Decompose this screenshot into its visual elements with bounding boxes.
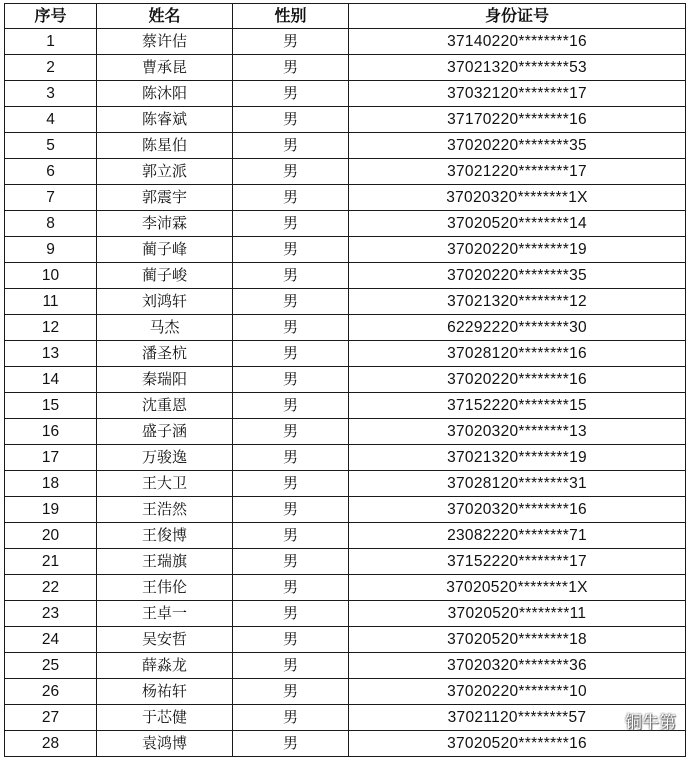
- table-row: [5, 471, 686, 497]
- cell-id-number: 37140220********16: [349, 29, 686, 55]
- cell-id-number: 37021320********12: [349, 289, 686, 315]
- watermark: [601, 708, 676, 733]
- cell-seq: 7: [5, 185, 97, 211]
- table-row: [5, 419, 686, 445]
- table-row: [5, 653, 686, 679]
- cell-gender: 男: [233, 29, 349, 55]
- cell-seq: 11: [5, 289, 97, 315]
- cell-seq: 26: [5, 679, 97, 705]
- table-row: [5, 679, 686, 705]
- cell-name: 秦瑞阳: [97, 367, 233, 393]
- cell-seq: 15: [5, 393, 97, 419]
- header-gender: 性别: [233, 4, 349, 29]
- table-row: [5, 627, 686, 653]
- cell-gender: 男: [233, 679, 349, 705]
- cell-name: 王浩然: [97, 497, 233, 523]
- cell-gender: 男: [233, 367, 349, 393]
- cell-name: 刘鸿轩: [97, 289, 233, 315]
- table-row: [5, 289, 686, 315]
- table-row: [5, 159, 686, 185]
- cell-id-number: 37020320********36: [349, 653, 686, 679]
- cell-name: 薛淼龙: [97, 653, 233, 679]
- table-row: [5, 549, 686, 575]
- table-row: [5, 705, 686, 731]
- cell-id-number: 37020520********1X: [349, 575, 686, 601]
- cell-name: 郭立派: [97, 159, 233, 185]
- cell-name: 王卓一: [97, 601, 233, 627]
- cell-gender: 男: [233, 211, 349, 237]
- table-row: [5, 263, 686, 289]
- cell-name: 王伟伦: [97, 575, 233, 601]
- cell-seq: 12: [5, 315, 97, 341]
- header-id-number: 身份证号: [349, 4, 686, 29]
- cell-name: 陈星伯: [97, 133, 233, 159]
- cell-gender: 男: [233, 523, 349, 549]
- cell-name: 潘圣杭: [97, 341, 233, 367]
- cell-name: 蔺子峻: [97, 263, 233, 289]
- cell-name: 曹承昆: [97, 55, 233, 81]
- cell-name: 王俊博: [97, 523, 233, 549]
- cell-seq: 3: [5, 81, 97, 107]
- cell-gender: 男: [233, 237, 349, 263]
- table-row: [5, 211, 686, 237]
- cell-id-number: 37020320********1X: [349, 185, 686, 211]
- table-row: [5, 185, 686, 211]
- cell-seq: 18: [5, 471, 97, 497]
- cell-seq: 24: [5, 627, 97, 653]
- cell-name: 王大卫: [97, 471, 233, 497]
- cell-gender: 男: [233, 263, 349, 289]
- cell-seq: 10: [5, 263, 97, 289]
- cell-id-number: 37028120********31: [349, 471, 686, 497]
- cell-seq: 14: [5, 367, 97, 393]
- cell-seq: 8: [5, 211, 97, 237]
- cell-gender: 男: [233, 653, 349, 679]
- cell-gender: 男: [233, 81, 349, 107]
- cell-gender: 男: [233, 341, 349, 367]
- cell-id-number: 37152220********17: [349, 549, 686, 575]
- cell-name: 马杰: [97, 315, 233, 341]
- table-row: [5, 81, 686, 107]
- cell-gender: 男: [233, 185, 349, 211]
- cell-id-number: 37020520********18: [349, 627, 686, 653]
- table-row: [5, 445, 686, 471]
- cell-id-number: 37152220********15: [349, 393, 686, 419]
- table-row: [5, 315, 686, 341]
- cell-gender: 男: [233, 549, 349, 575]
- table-row: [5, 731, 686, 757]
- cell-seq: 25: [5, 653, 97, 679]
- cell-id-number: 37020320********16: [349, 497, 686, 523]
- cell-name: 吴安哲: [97, 627, 233, 653]
- cell-name: 于芯健: [97, 705, 233, 731]
- cell-id-number: 37020220********19: [349, 237, 686, 263]
- cell-name: 郭震宇: [97, 185, 233, 211]
- table-row: [5, 367, 686, 393]
- cell-seq: 28: [5, 731, 97, 757]
- cell-seq: 27: [5, 705, 97, 731]
- header-seq: 序号: [5, 4, 97, 29]
- cell-seq: 6: [5, 159, 97, 185]
- header-row: [5, 4, 686, 29]
- table-row: [5, 133, 686, 159]
- cell-name: 袁鸿博: [97, 731, 233, 757]
- cell-name: 蔺子峰: [97, 237, 233, 263]
- cell-id-number: 37021320********53: [349, 55, 686, 81]
- cell-seq: 9: [5, 237, 97, 263]
- cell-id-number: 37170220********16: [349, 107, 686, 133]
- cell-seq: 19: [5, 497, 97, 523]
- table-row: [5, 237, 686, 263]
- cell-id-number: 37020320********13: [349, 419, 686, 445]
- cell-id-number: 37020220********35: [349, 133, 686, 159]
- watermark-text: 铜牛第: [625, 713, 676, 733]
- table-row: [5, 497, 686, 523]
- cell-gender: 男: [233, 289, 349, 315]
- table-row: [5, 341, 686, 367]
- cell-name: 陈沐阳: [97, 81, 233, 107]
- cell-gender: 男: [233, 575, 349, 601]
- cell-seq: 22: [5, 575, 97, 601]
- cell-seq: 2: [5, 55, 97, 81]
- cell-gender: 男: [233, 601, 349, 627]
- table-row: [5, 55, 686, 81]
- cell-id-number: 37020520********11: [349, 601, 686, 627]
- cell-name: 陈睿斌: [97, 107, 233, 133]
- cell-id-number: 23082220********71: [349, 523, 686, 549]
- table-row: [5, 29, 686, 55]
- cell-seq: 17: [5, 445, 97, 471]
- cell-seq: 5: [5, 133, 97, 159]
- cell-id-number: 37020220********10: [349, 679, 686, 705]
- cell-id-number: 37020520********14: [349, 211, 686, 237]
- header-name: 姓名: [97, 4, 233, 29]
- cell-id-number: 37021120********57: [349, 705, 686, 731]
- cell-gender: 男: [233, 55, 349, 81]
- cell-id-number: 37032120********17: [349, 81, 686, 107]
- cell-gender: 男: [233, 445, 349, 471]
- table-header: [5, 4, 686, 29]
- cell-name: 沈重恩: [97, 393, 233, 419]
- cell-id-number: 37020220********16: [349, 367, 686, 393]
- table-row: [5, 393, 686, 419]
- table-body: [5, 29, 686, 757]
- cell-seq: 4: [5, 107, 97, 133]
- cell-id-number: 37021320********19: [349, 445, 686, 471]
- cell-gender: 男: [233, 497, 349, 523]
- cell-gender: 男: [233, 159, 349, 185]
- cell-name: 李沛霖: [97, 211, 233, 237]
- cell-gender: 男: [233, 419, 349, 445]
- cell-gender: 男: [233, 133, 349, 159]
- cell-id-number: 37020220********35: [349, 263, 686, 289]
- cell-gender: 男: [233, 705, 349, 731]
- table-row: [5, 107, 686, 133]
- table-row: [5, 601, 686, 627]
- cell-gender: 男: [233, 731, 349, 757]
- cell-seq: 21: [5, 549, 97, 575]
- ox-logo-icon: [601, 711, 621, 731]
- cell-name: 盛子涵: [97, 419, 233, 445]
- table-row: [5, 523, 686, 549]
- cell-name: 万骏逸: [97, 445, 233, 471]
- cell-id-number: 37021220********17: [349, 159, 686, 185]
- cell-gender: 男: [233, 471, 349, 497]
- cell-seq: 20: [5, 523, 97, 549]
- cell-name: 蔡许佶: [97, 29, 233, 55]
- cell-id-number: 37028120********16: [349, 341, 686, 367]
- cell-name: 王瑞旗: [97, 549, 233, 575]
- cell-id-number: 62292220********30: [349, 315, 686, 341]
- cell-gender: 男: [233, 315, 349, 341]
- cell-name: 杨祐轩: [97, 679, 233, 705]
- table-row: [5, 575, 686, 601]
- cell-seq: 16: [5, 419, 97, 445]
- cell-gender: 男: [233, 627, 349, 653]
- cell-gender: 男: [233, 393, 349, 419]
- cell-gender: 男: [233, 107, 349, 133]
- cell-id-number: 37020520********16: [349, 731, 686, 757]
- student-roster-table: [4, 3, 686, 757]
- cell-seq: 23: [5, 601, 97, 627]
- cell-seq: 1: [5, 29, 97, 55]
- cell-seq: 13: [5, 341, 97, 367]
